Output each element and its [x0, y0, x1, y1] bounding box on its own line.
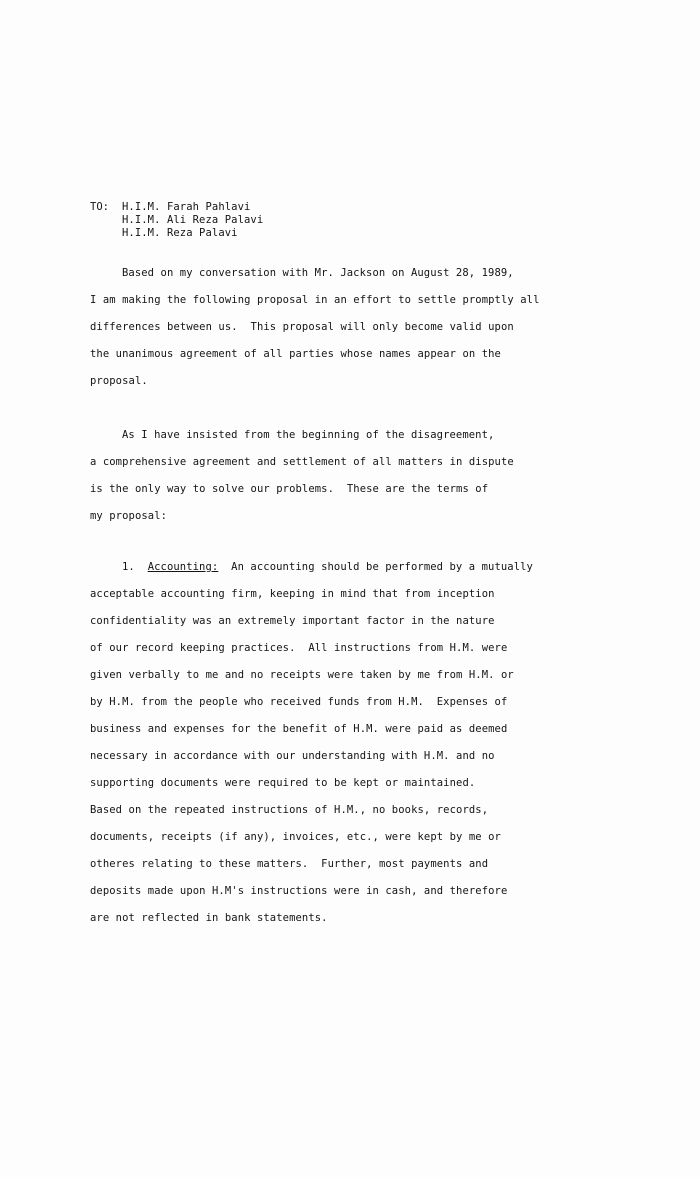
recipient-line: H.I.M. Farah Pahlavi [122, 201, 251, 213]
paragraph-1-line: differences between us. This proposal will only become valid upon [90, 321, 514, 333]
item-1-line: Based on the repeated instructions of H.M., no books, records, [90, 804, 489, 816]
item-1-line: otheres relating to these matters. Further, most payments and [90, 858, 489, 870]
item-1-line: necessary in accordance with our understanding with H.M. and no [90, 750, 495, 762]
item-1-line: given verbally to me and no receipts were taken by me from H.M. or [90, 669, 514, 681]
paragraph-2-line: my proposal: [90, 510, 168, 522]
paragraph-2-line: As I have insisted from the beginning of the disagreement, [122, 429, 495, 441]
recipient-line: H.I.M. Reza Palavi [122, 227, 238, 239]
paragraph-1-line: the unanimous agreement of all parties whose names appear on the [90, 348, 501, 360]
item-1-line: acceptable accounting firm, keeping in mind that from inception [90, 588, 495, 600]
item-number: 1. [122, 561, 135, 573]
item-heading: Accounting: [147, 561, 219, 573]
item-first-line-text: An accounting should be performed by a mutually [231, 561, 533, 573]
paragraph-2-line: is the only way to solve our problems. These are the terms of [90, 483, 489, 495]
paragraph-1-line: I am making the following proposal in an effort to settle promptly all [90, 294, 540, 306]
recipient-line: H.I.M. Ali Reza Palavi [122, 214, 264, 226]
item-1-first-line [122, 560, 533, 574]
item-1-line: supporting documents were required to be kept or maintained. [90, 777, 476, 789]
paragraph-1-line: Based on my conversation with Mr. Jackson on August 28, 1989, [122, 267, 514, 279]
item-1-line: business and expenses for the benefit of H.M. were paid as deemed [90, 723, 508, 735]
item-1-line: documents, receipts (if any), invoices, etc., were kept by me or [90, 831, 501, 843]
item-1-line: deposits made upon H.M's instructions were in cash, and therefore [90, 885, 508, 897]
item-1-line: are not reflected in bank statements. [90, 912, 328, 924]
paragraph-2-line: a comprehensive agreement and settlement of all matters in dispute [90, 456, 514, 468]
item-1-line: of our record keeping practices. All instructions from H.M. were [90, 642, 508, 654]
to-label: TO: [90, 201, 109, 213]
paragraph-1-line: proposal. [90, 375, 148, 387]
item-1-line: by H.M. from the people who received funds from H.M. Expenses of [90, 696, 508, 708]
item-1-line: confidentiality was an extremely important factor in the nature [90, 615, 495, 627]
